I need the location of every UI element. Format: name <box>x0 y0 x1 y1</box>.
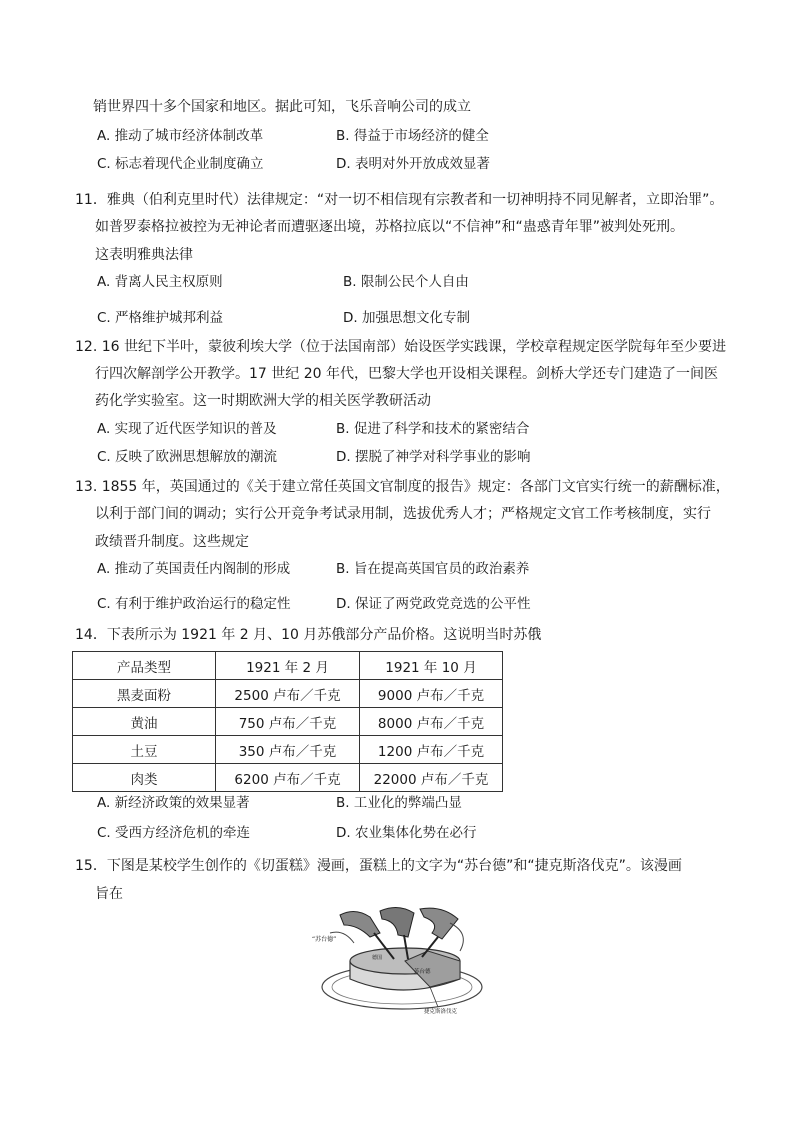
table-header-row <box>73 652 503 680</box>
q11-option-a[interactable]: A. 背离人民主权原则 <box>97 274 223 290</box>
q14-stem-line1: 14．下表所示为 1921 年 2 月、10 月苏俄部分产品价格。这说明当时苏俄 <box>75 627 542 643</box>
q14-option-a[interactable]: A. 新经济政策的效果显著 <box>97 795 250 811</box>
q14-option-b[interactable]: B. 工业化的弊端凸显 <box>336 795 462 811</box>
q13-stem-line2: 以利于部门间的调动；实行公开竞争考试录用制，选拔优秀人才；严格规定文官工作考核制度，实行 <box>95 506 711 522</box>
table-cell: 肉类 <box>73 764 216 792</box>
table-cell: 750 卢布／千克 <box>216 708 360 736</box>
q10-option-b[interactable]: B. 得益于市场经济的健全 <box>336 128 489 144</box>
label-pointer <box>430 987 438 1007</box>
q12-option-b[interactable]: B. 促进了科学和技术的紧密结合 <box>336 421 530 437</box>
cake-top-label: 德国 <box>372 955 383 961</box>
table-cell: 350 卢布／千克 <box>216 736 360 764</box>
table-cell: 2500 卢布／千克 <box>216 680 360 708</box>
cartoon-label-sudetenland: “苏台德” <box>312 936 337 943</box>
cake-side-label: 苏台德 <box>414 969 431 975</box>
hand-right <box>420 908 458 939</box>
q12-stem-line1: 12. 16 世纪下半叶，蒙彼利埃大学（位于法国南部）始设医学实践课，学校章程规定医学院每年至少要进 <box>75 339 726 355</box>
q11-option-c[interactable]: C. 严格维护城邦利益 <box>97 310 224 326</box>
table-row <box>73 764 503 792</box>
price-table <box>72 651 503 792</box>
q11-stem-line1: 11．雅典（伯利克里时代）法律规定：“对一切不相信现有宗教者和一切神明持不同见解者，立即治罪”。 <box>75 192 724 208</box>
q15-stem-line1: 15．下图是某校学生创作的《切蛋糕》漫画，蛋糕上的文字为“苏台德”和“捷克斯洛伐克”。该漫画 <box>75 858 682 874</box>
q11-stem-line2: 如普罗泰格拉被控为无神论者而遭驱逐出境，苏格拉底以“不信神”和“蛊惑青年罪”被判处死刑。 <box>95 219 685 235</box>
q11-option-d[interactable]: D. 加强思想文化专制 <box>343 310 470 326</box>
hand-middle <box>380 907 414 937</box>
table-header-cell: 1921 年 10 月 <box>360 652 503 680</box>
q10-option-c[interactable]: C. 标志着现代企业制度确立 <box>97 156 264 172</box>
q12-stem-line2: 行四次解剖学公开教学。17 世纪 20 年代，巴黎大学也开设相关课程。剑桥大学还专门建造了一间医 <box>95 366 718 382</box>
q12-option-c[interactable]: C. 反映了欧洲思想解放的潮流 <box>97 449 278 465</box>
cake-cartoon-image <box>310 903 484 1015</box>
table-cell: 黑麦面粉 <box>73 680 216 708</box>
q13-stem-line3: 政绩晋升制度。这些规定 <box>95 534 249 550</box>
table-cell: 22000 卢布／千克 <box>360 764 503 792</box>
table-cell: 8000 卢布／千克 <box>360 708 503 736</box>
q13-option-c[interactable]: C. 有利于维护政治运行的稳定性 <box>97 596 291 612</box>
table-row <box>73 736 503 764</box>
q10-option-a[interactable]: A. 推动了城市经济体制改革 <box>97 128 264 144</box>
cartoon-label-czechoslovakia: 捷克斯洛伐克 <box>424 1009 458 1015</box>
q12-stem-line3: 药化学实验室。这一时期欧洲大学的相关医学教研活动 <box>95 393 431 409</box>
q11-stem-line3: 这表明雅典法律 <box>95 247 193 263</box>
table-cell: 土豆 <box>73 736 216 764</box>
q13-option-b[interactable]: B. 旨在提高英国官员的政治素养 <box>336 561 530 577</box>
q13-option-a[interactable]: A. 推动了英国责任内阁制的形成 <box>97 561 291 577</box>
table-row <box>73 680 503 708</box>
q13-option-d[interactable]: D. 保证了两党政党竞选的公平性 <box>336 596 531 612</box>
q14-option-d[interactable]: D. 农业集体化势在必行 <box>336 825 477 841</box>
q12-option-a[interactable]: A. 实现了近代医学知识的普及 <box>97 421 277 437</box>
table-header-cell: 产品类型 <box>73 652 216 680</box>
table-header-cell: 1921 年 2 月 <box>216 652 360 680</box>
table-cell: 黄油 <box>73 708 216 736</box>
q14-option-c[interactable]: C. 受西方经济危机的牵连 <box>97 825 251 841</box>
table-cell: 1200 卢布／千克 <box>360 736 503 764</box>
table-cell: 9000 卢布／千克 <box>360 680 503 708</box>
table-cell: 6200 卢布／千克 <box>216 764 360 792</box>
q10-stem-continuation: 销世界四十多个国家和地区。据此可知，飞乐音响公司的成立 <box>93 99 471 115</box>
table-row <box>73 708 503 736</box>
q12-option-d[interactable]: D. 摆脱了神学对科学事业的影响 <box>336 449 531 465</box>
q11-option-b[interactable]: B. 限制公民个人自由 <box>343 274 469 290</box>
q15-stem-line2: 旨在 <box>95 886 123 902</box>
q13-stem-line1: 13. 1855 年，英国通过的《关于建立常任英国文官制度的报告》规定：各部门文官实行统一的薪酬标准， <box>75 479 730 495</box>
q10-option-d[interactable]: D. 表明对外开放成效显著 <box>336 156 490 172</box>
